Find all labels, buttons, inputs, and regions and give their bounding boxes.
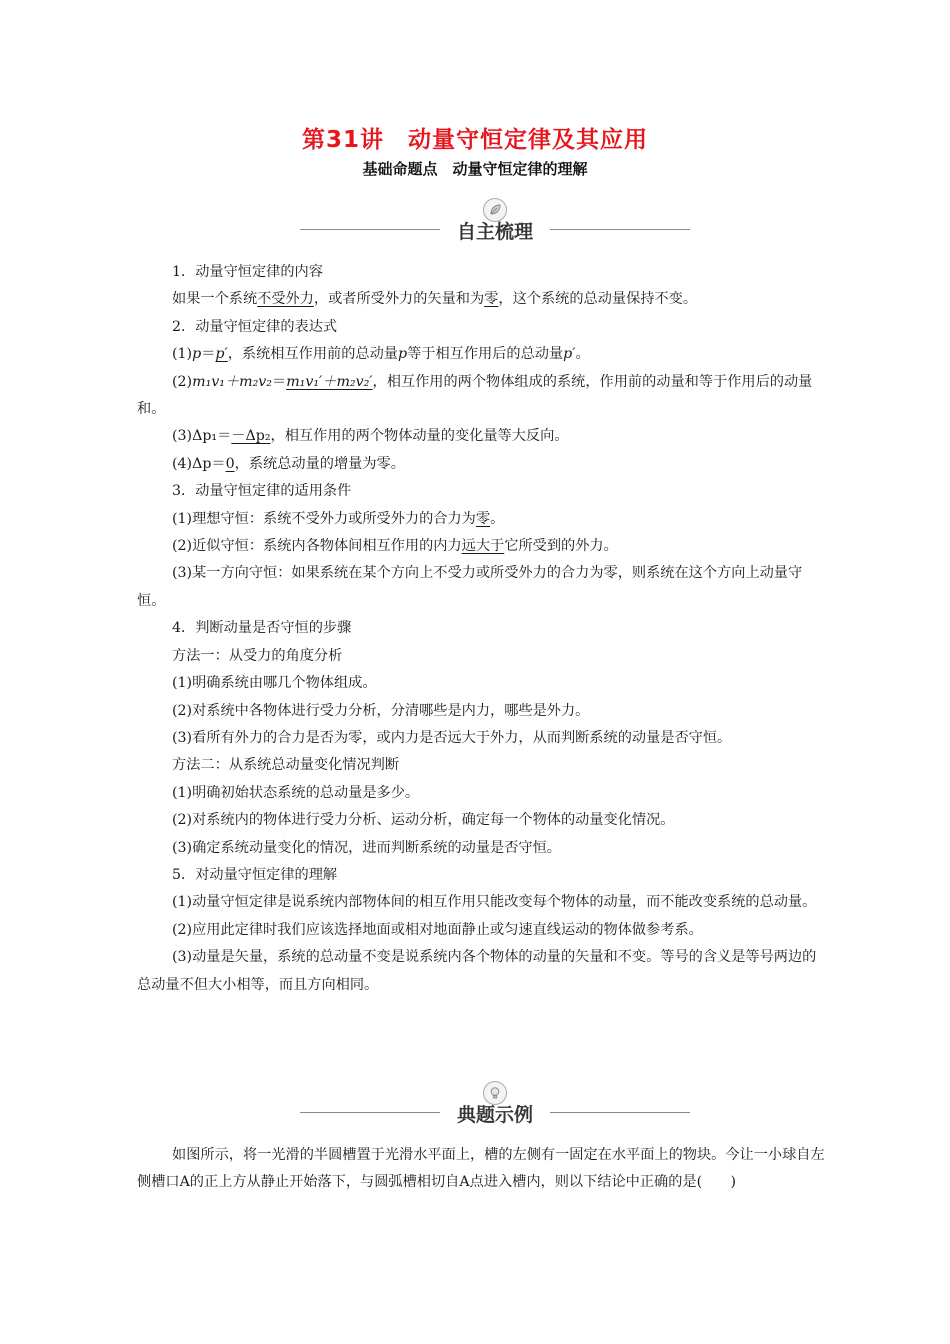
method-1-step: (2)对系统中各物体进行受力分析，分清哪些是内力，哪些是外力。 <box>172 702 590 719</box>
method-2-step: (1)明确初始状态系统的总动量是多少。 <box>172 784 420 801</box>
section-label: 典题示例 <box>456 1104 533 1126</box>
notes-content <box>137 259 827 999</box>
page-title: 第31讲 动量守恒定律及其应用 <box>301 127 648 153</box>
method-2-step: (2)对系统内的物体进行受力分析、运动分析，确定每一个物体的动量变化情况。 <box>172 812 675 829</box>
understanding-1: (1)动量守恒定律是说系统内部物体间的相互作用只能改变每个物体的动量，而不能改变系统的总动量。 <box>172 894 817 911</box>
formula-2: (2)m₁v₁＋m₂v₂＝m₁v₁′＋m₂v₂′，相互作用的两个物体组成的系统，作用前的动量和等于作用后的动量和。 <box>137 373 813 418</box>
method-1: 方法一：从受力的角度分析 <box>172 647 343 664</box>
example-content <box>137 1142 827 1197</box>
heading-3: 3．动量守恒定律的适用条件 <box>172 483 352 500</box>
heading-5: 5．对动量守恒定律的理解 <box>172 866 338 883</box>
section-divider-examples <box>300 1083 690 1133</box>
paragraph: 如果一个系统不受外力，或者所受外力的矢量和为零，这个系统的总动量保持不变。 <box>172 291 698 308</box>
heading-4: 4．判断动量是否守恒的步骤 <box>172 620 352 637</box>
understanding-3: (3)动量是矢量，系统的总动量不变是说系统内各个物体的动量的矢量和不变。等号的含义是等号两边的总动量不但大小相等，而且方向相同。 <box>137 949 817 993</box>
divider-line <box>550 229 690 230</box>
method-1-step: (3)看所有外力的合力是否为零，或内力是否远大于外力，从而判断系统的动量是否守恒。 <box>172 729 732 746</box>
heading-1: 1．动量守恒定律的内容 <box>172 264 323 280</box>
example-question: 如图所示，将一光滑的半圆槽置于光滑水平面上，槽的左侧有一固定在水平面上的物块。今让一小球自左侧槽口A的正上方从静止开始落下，与圆弧槽相切自A点进入槽内，则以下结论中正确的是( ) <box>137 1147 825 1191</box>
formula-1: (1)p＝p′，系统相互作用前的总动量p等于相互作用后的总动量p′。 <box>172 346 590 363</box>
heading-2: 2．动量守恒定律的表达式 <box>172 318 338 335</box>
formula-3: (3)Δp₁＝－Δp₂，相互作用的两个物体动量的变化量等大反向。 <box>172 428 569 445</box>
section-divider-self-study <box>300 200 690 250</box>
understanding-2: (2)应用此定律时我们应该选择地面或相对地面静止或匀速直线运动的物体做参考系。 <box>172 921 703 938</box>
formula-4: (4)Δp＝0，系统总动量的增量为零。 <box>172 455 405 472</box>
divider-line <box>550 1112 690 1113</box>
method-1-step: (1)明确系统由哪几个物体组成。 <box>172 675 377 692</box>
method-2-step: (3)确定系统动量变化的情况，进而判断系统的动量是否守恒。 <box>172 839 561 856</box>
condition-3: (3)某一方向守恒：如果系统在某个方向上不受力或所受外力的合力为零，则系统在这个方向上动量守恒。 <box>137 565 803 609</box>
method-2: 方法二：从系统总动量变化情况判断 <box>172 757 400 774</box>
condition-2: (2)近似守恒：系统内各物体间相互作用的内力远大于它所受到的外力。 <box>172 538 618 555</box>
page-subtitle: 基础命题点 动量守恒定律的理解 <box>362 160 588 178</box>
section-label: 自主梳理 <box>456 221 533 243</box>
condition-1: (1)理想守恒：系统不受外力或所受外力的合力为零。 <box>172 510 505 527</box>
